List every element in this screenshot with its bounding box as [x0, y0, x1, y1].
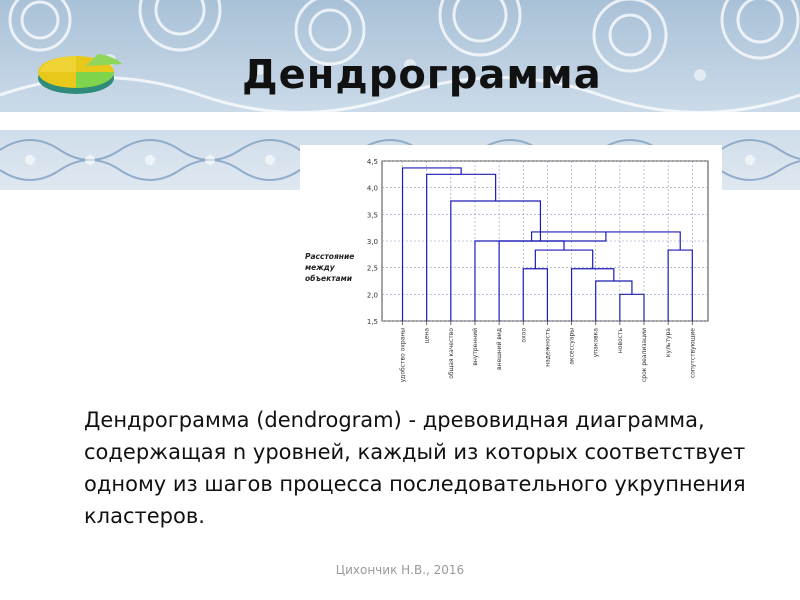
header-white-stripe [0, 112, 800, 130]
dendrogram-link [499, 241, 564, 321]
leaf-label: упаковка [592, 328, 600, 358]
y-tick-label: 4,0 [366, 184, 378, 193]
leaf-label: внешний вид [496, 328, 504, 370]
leaf-label: цена [423, 328, 431, 344]
dendrogram-link [523, 269, 547, 321]
dendrogram-link [403, 168, 462, 321]
dendrogram-link [596, 281, 632, 321]
y-tick-label: 2,0 [366, 291, 378, 300]
slide-title: Дендрограмма [242, 52, 602, 98]
leaf-label: новость [616, 328, 624, 354]
y-tick-label: 3,5 [366, 211, 378, 220]
y-tick-label: 3,0 [366, 238, 378, 246]
leaf-label: срок реализации [641, 328, 649, 382]
pie-chart-icon [36, 36, 126, 100]
leaf-label: надежность [544, 328, 552, 367]
dendrogram-link [475, 232, 606, 321]
y-tick-label: 4,5 [366, 158, 378, 166]
leaf-label: охоо [520, 328, 528, 343]
slide-footer: Цихончик Н.В., 2016 [335, 563, 465, 577]
leaf-label: сопутствующие [689, 328, 697, 379]
dendrogram-link [535, 250, 592, 269]
dendrogram-figure [300, 145, 722, 390]
y-tick-label: 1,5 [366, 318, 378, 326]
leaf-label: удобство охраны [399, 328, 407, 383]
leaf-label: культура [665, 328, 673, 358]
dendrogram-link [572, 269, 614, 321]
leaf-label: аксессуары [568, 328, 576, 365]
dendrogram-link [620, 294, 644, 321]
dendrogram-y-axis-label: Расстояние между объектами [305, 252, 355, 283]
y-tick-label: 2,5 [366, 264, 378, 273]
slide-body-text: Дендрограмма (dendrogram) - древовидная диаграмма, содержащая n уровней, каждый из которых соответствует одному из шагов процесса последовательного укрупнения кластеров. [84, 408, 746, 528]
leaf-label: общая качество [447, 328, 455, 379]
dendrogram-link [451, 201, 541, 321]
leaf-label: внутренний [471, 328, 479, 366]
dendrogram-link [427, 174, 496, 321]
dendrogram-link [668, 250, 692, 321]
